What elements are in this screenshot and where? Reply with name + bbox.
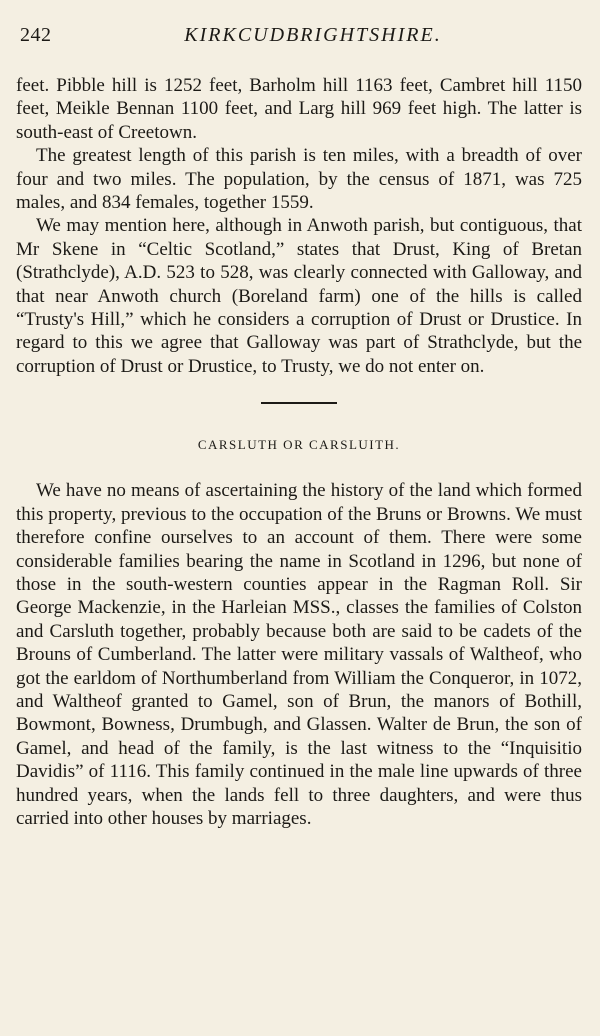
page-number: 242 (20, 24, 52, 46)
paragraph-hill-heights: feet. Pibble hill is 1252 feet, Barholm hill 1163 feet, Cambret hill 1150 feet, Meikle Bennan 1100 feet, and Larg hill 969 feet high. The latter is south-east of Creetown. (16, 75, 582, 143)
section-heading: CARSLUTH OR CARSLUITH. (197, 437, 401, 453)
carsluth-text (16, 479, 582, 830)
paragraph-trustys-hill: We may mention here, although in Anwoth parish, but contiguous, that Mr Skene in “Celtic Scotland,” states that Drust, King of Bretan (Strathclyde), A.D. 523 to 528, was clearly connected with Galloway, and that near Anwoth church (Boreland farm) one of the hills is called “Trusty's Hill,” which he considers a corruption of Drust or Drustice. In regard to this we agree that Galloway was part of Strathclyde, but the corruption of Drust or Drustice, to Trusty, we do not enter on. (16, 215, 582, 377)
paragraph-carsluth-history: We have no means of ascertaining the history of the land which formed this property, previous to the occupation of the Bruns or Browns. We must therefore confine ourselves to an account of them. There were some considerable families bearing the name in Scotland in 1296, but none of those in the south-western counties appear in the Ragman Roll. Sir George Mackenzie, in the Harleian MSS., classes the families of Colston and Carsluth together, probably because both are said to be cadets of the Brouns of Cumberland. The latter were military vassals of Waltheof, who got the earldom of Northumberland from William the Conqueror, in 1072, and Waltheof granted to Gamel, son of Brun, the manors of Bothill, Bowmont, Bowness, Drumbugh, and Glassen. Walter de Brun, the son of Gamel, and head of the family, is the last witness to the “Inquisitio Davidis” of 1116. This family continued in the male line upwards of three hundred years, when the lands fell to three daughters, and were thus carried into other houses by marriages. (16, 480, 582, 829)
paragraph-parish-length: The greatest length of this parish is ten miles, with a breadth of over four and two miles. The population, by the census of 1871, was 725 males, and 834 females, together 1559. (16, 145, 582, 214)
running-title: KIRKCUDBRIGHTSHIRE. (184, 24, 442, 46)
running-head (16, 24, 582, 54)
section-divider (261, 402, 337, 404)
parish-text (16, 74, 582, 378)
